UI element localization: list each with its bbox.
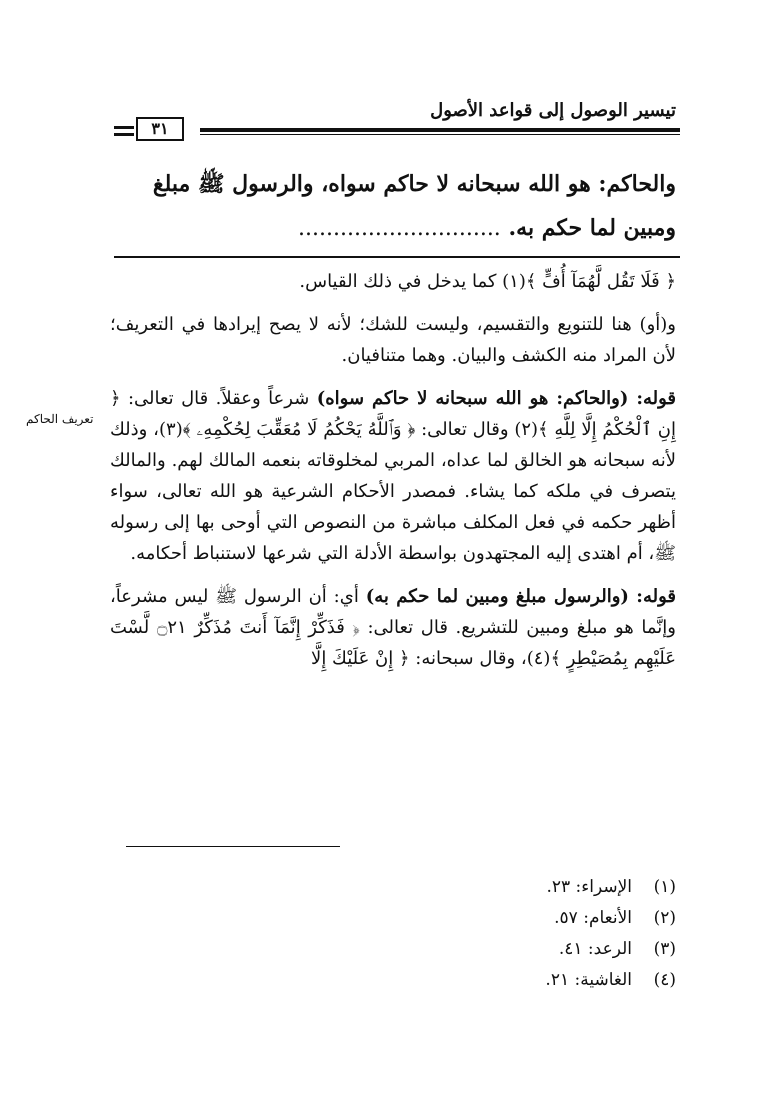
paragraph-3-text: شرعاً وعقلاً. قال تعالى: ﴿ إِنِ ٱلْحُكْمُ إِلَّا لِلَّهِ ﴾(٢) وقال تعالى: ﴿ وَٱللَّهُ يَحْكُمُ لَا مُعَقِّبَ لِحُكْمِهِۦ ﴾(٣)، وذلك لأنه سبحانه هو الخالق لما عداه، المربي لمخلوقاته بنعمه المالك لهم. والمالك يتصرف في ملكه كما يشاء. فمصدر الأحكام الشرعية هو الله تعالى، سواء أظهر حكمه في فعل المكلف مباشرة من النصوص التي أوحى بها إلى رسوله ﷺ، أم اهتدى إليه المجتهدون بواسطة الأدلة التي شرعها لاستنباط أحكامه. [110, 388, 676, 564]
paragraph-2: و(أو) هنا للتنويع والتقسيم، وليست للشك؛ لأنه لا يصح إيرادها في التعريف؛ لأن المراد منه الكشف والبيان. وهما متنافيان. [110, 314, 676, 366]
footnote-number: (٢) [653, 908, 676, 928]
footnote-text: الغاشية: ٢١. [545, 970, 632, 990]
footnote-text: الرعد: ٤١. [558, 939, 632, 959]
footnote-rule [126, 846, 340, 847]
paragraph-4-text: أي: أن الرسول ﷺ ليس مشرعاً، وإنَّما هو مبلغ ومبين للتشريع. قال تعالى: ﴿ فَذَكِّرْ إِنَّمَآ أَنتَ مُذَكِّرٌ ۝٢١ لَّسْتَ عَلَيْهِم بِمُصَيْطِرٍ ﴾(٤)، وقال سبحانه: ﴿ إِنْ عَلَيْكَ إِلَّا [110, 586, 676, 669]
running-title: تيسير الوصول إلى قواعد الأصول [430, 100, 676, 121]
margin-note: تعريف الحاكم [26, 412, 94, 426]
footnote-text: الأنعام: ٥٧. [554, 908, 632, 928]
quoted-term: قوله: (والحاكم: هو الله سبحانه لا حاكم سواه) [316, 388, 676, 409]
summary-line-1: والحاكم: هو الله سبحانه لا حاكم سواه، والرسول ﷺ مبلغ [152, 171, 676, 197]
summary-dots: ............................. [298, 216, 501, 241]
footnote-number: (٤) [653, 970, 676, 990]
footnotes [545, 872, 676, 996]
header-rule [200, 128, 680, 135]
paragraph-4 [110, 581, 676, 674]
quoted-term: قوله: (والرسول مبلغ ومبين لما حكم به) [365, 586, 676, 607]
footnote [545, 934, 676, 965]
footnote-number: (١) [653, 877, 676, 897]
page-number: ٣١ [136, 117, 184, 141]
footnote-text: الإسراء: ٢٣. [546, 877, 632, 897]
footnote [545, 872, 676, 903]
footnote [545, 965, 676, 996]
summary-statement [116, 162, 676, 251]
main-text [110, 266, 676, 686]
header-rule-left-lower [114, 133, 134, 136]
paragraph-3 [110, 383, 676, 569]
summary-line-2: ومبين لما حكم به. [508, 215, 676, 241]
footnote [545, 903, 676, 934]
footnote-number: (٣) [653, 939, 676, 959]
header-rule-left [114, 126, 134, 129]
paragraph-1: ﴿ فَلَا تَقُل لَّهُمَآ أُفٍّ ﴾(١) كما يدخل في ذلك القياس. [299, 271, 676, 292]
summary-rule [114, 256, 680, 258]
